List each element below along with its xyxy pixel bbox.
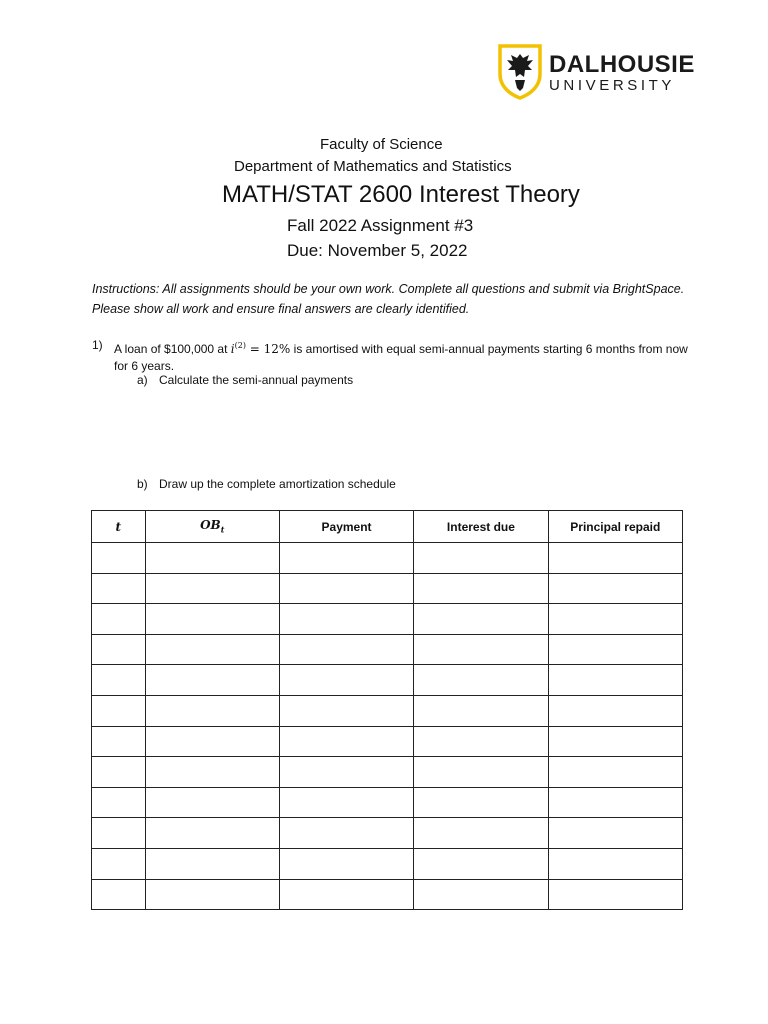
cell-interest-due <box>414 757 548 788</box>
cell-outstanding-balance <box>145 787 279 818</box>
header-principal-repaid: Principal repaid <box>548 511 682 543</box>
cell-principal-repaid <box>548 573 682 604</box>
cell-principal-repaid <box>548 634 682 665</box>
cell-payment <box>279 726 413 757</box>
table-row <box>92 726 683 757</box>
dalhousie-shield-icon <box>498 44 542 100</box>
table-row <box>92 757 683 788</box>
table-header-row <box>92 511 683 543</box>
cell-t <box>92 787 146 818</box>
cell-payment <box>279 787 413 818</box>
cell-principal-repaid <box>548 757 682 788</box>
question-part-a <box>137 373 353 387</box>
cell-outstanding-balance <box>145 757 279 788</box>
table-row <box>92 848 683 879</box>
cell-interest-due <box>414 634 548 665</box>
part-b-text: Draw up the complete amortization schedule <box>159 477 396 491</box>
cell-t <box>92 665 146 696</box>
logo-wordmark-line2: UNIVERSITY <box>549 77 676 94</box>
cell-principal-repaid <box>548 695 682 726</box>
question-text <box>114 337 694 375</box>
cell-t <box>92 604 146 635</box>
cell-outstanding-balance <box>145 573 279 604</box>
university-logo <box>498 44 695 102</box>
faculty-heading: Faculty of Science <box>320 136 443 153</box>
cell-payment <box>279 573 413 604</box>
table-row <box>92 787 683 818</box>
cell-interest-due <box>414 604 548 635</box>
cell-outstanding-balance <box>145 818 279 849</box>
question-text-after: is amortised with equal semi-annual payments starting 6 months from now for 6 years. <box>114 342 688 373</box>
cell-payment <box>279 634 413 665</box>
table-row <box>92 573 683 604</box>
table-row <box>92 604 683 635</box>
interest-rate-formula <box>231 342 291 356</box>
cell-principal-repaid <box>548 848 682 879</box>
cell-outstanding-balance <box>145 665 279 696</box>
cell-outstanding-balance <box>145 879 279 910</box>
cell-principal-repaid <box>548 543 682 574</box>
cell-outstanding-balance <box>145 848 279 879</box>
cell-payment <box>279 543 413 574</box>
cell-payment <box>279 757 413 788</box>
cell-principal-repaid <box>548 665 682 696</box>
cell-payment <box>279 848 413 879</box>
cell-interest-due <box>414 879 548 910</box>
math-rest: = 12% <box>245 342 291 356</box>
math-superscript: (2) <box>234 341 246 350</box>
due-date: Due: November 5, 2022 <box>287 241 468 260</box>
cell-payment <box>279 695 413 726</box>
cell-outstanding-balance <box>145 604 279 635</box>
cell-interest-due <box>414 818 548 849</box>
amortization-schedule-table <box>91 510 683 910</box>
header-t-label: t <box>115 519 122 534</box>
part-b-letter: b) <box>137 477 148 491</box>
table-row <box>92 695 683 726</box>
header-interest-due: Interest due <box>414 511 548 543</box>
cell-t <box>92 634 146 665</box>
cell-t <box>92 848 146 879</box>
logo-wordmark-line1: DALHOUSIE <box>549 51 695 78</box>
cell-t <box>92 726 146 757</box>
cell-principal-repaid <box>548 604 682 635</box>
department-heading: Department of Mathematics and Statistics <box>234 158 512 175</box>
table-row <box>92 634 683 665</box>
header-outstanding-balance <box>145 511 279 543</box>
header-payment: Payment <box>279 511 413 543</box>
header-t <box>92 511 146 543</box>
cell-outstanding-balance <box>145 695 279 726</box>
instructions-text: Instructions: All assignments should be your own work. Complete all questions and submit via BrightSpace. Please show all work and ensure final answers are clearly identified. <box>92 282 685 316</box>
math-variable: i <box>230 342 235 356</box>
cell-t <box>92 818 146 849</box>
cell-payment <box>279 604 413 635</box>
cell-outstanding-balance <box>145 543 279 574</box>
table-row <box>92 818 683 849</box>
cell-outstanding-balance <box>145 726 279 757</box>
cell-interest-due <box>414 726 548 757</box>
part-a-text: Calculate the semi-annual payments <box>159 373 354 387</box>
cell-outstanding-balance <box>145 634 279 665</box>
cell-interest-due <box>414 848 548 879</box>
cell-t <box>92 879 146 910</box>
cell-interest-due <box>414 665 548 696</box>
question-number: 1) <box>92 338 103 352</box>
question-part-b <box>137 477 396 491</box>
cell-t <box>92 573 146 604</box>
course-title: MATH/STAT 2600 Interest Theory <box>222 181 580 208</box>
header-ob-main: OB <box>200 518 221 533</box>
header-ob-label <box>200 518 225 535</box>
cell-payment <box>279 665 413 696</box>
cell-interest-due <box>414 787 548 818</box>
cell-interest-due <box>414 543 548 574</box>
part-a-letter: a) <box>137 373 148 387</box>
cell-t <box>92 757 146 788</box>
header-ob-sub: t <box>220 524 225 535</box>
question-text-before: A loan of $100,000 at <box>114 342 231 356</box>
cell-payment <box>279 818 413 849</box>
cell-principal-repaid <box>548 879 682 910</box>
table-row <box>92 665 683 696</box>
table-body <box>92 543 683 910</box>
table-row <box>92 543 683 574</box>
cell-principal-repaid <box>548 726 682 757</box>
table-row <box>92 879 683 910</box>
cell-interest-due <box>414 573 548 604</box>
cell-t <box>92 543 146 574</box>
cell-payment <box>279 879 413 910</box>
cell-principal-repaid <box>548 787 682 818</box>
cell-principal-repaid <box>548 818 682 849</box>
assignment-title: Fall 2022 Assignment #3 <box>287 216 474 235</box>
cell-interest-due <box>414 695 548 726</box>
cell-t <box>92 695 146 726</box>
